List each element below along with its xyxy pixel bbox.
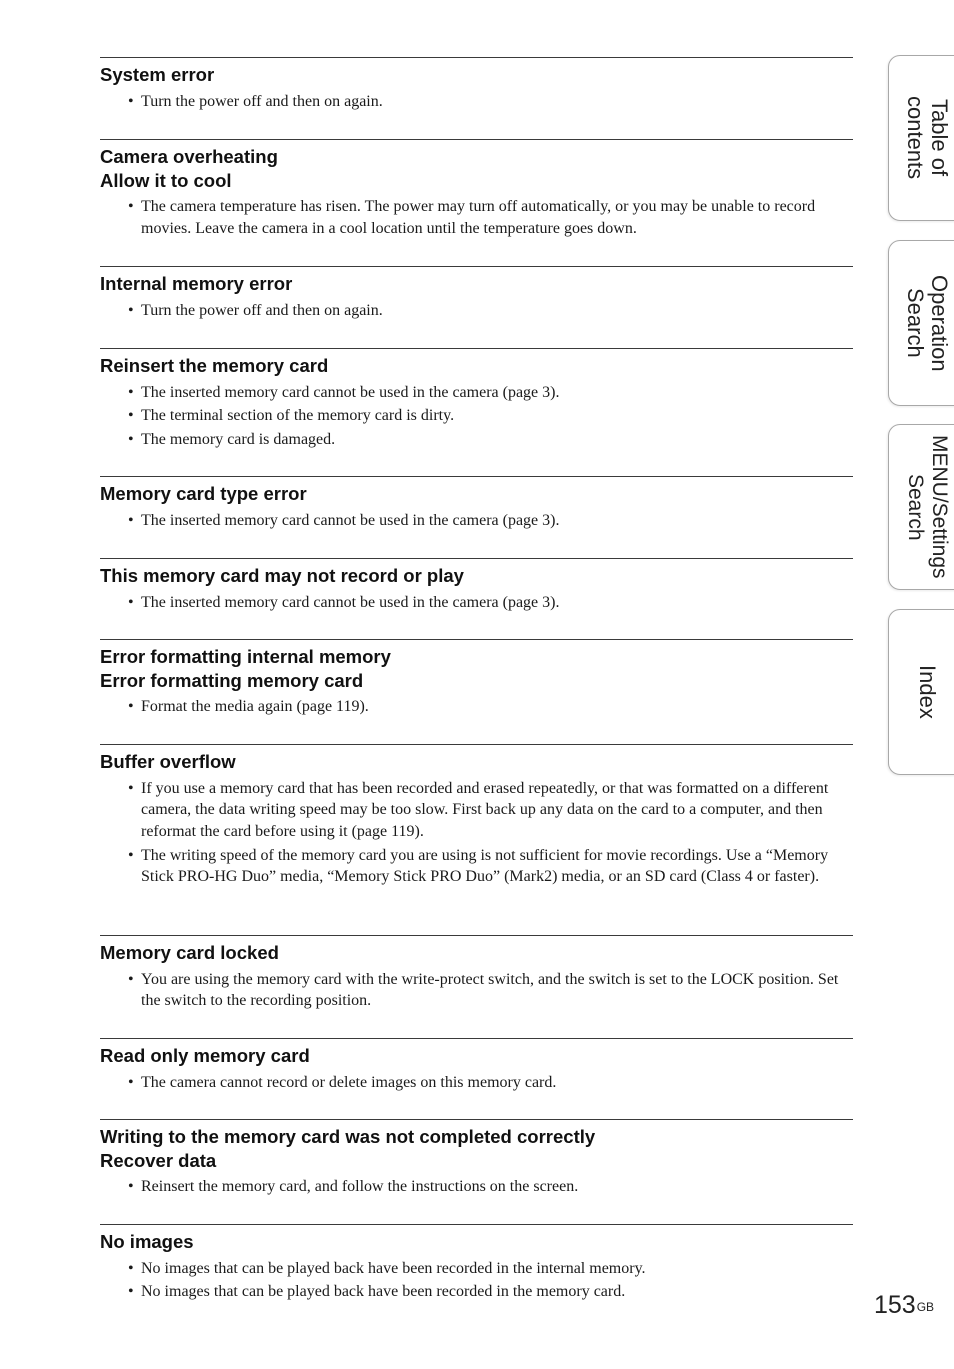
section-internal-memory-error [100, 266, 853, 348]
bullet-list [100, 1258, 853, 1303]
tab-menu-settings-search[interactable] [888, 424, 954, 590]
list-item: • The inserted memory card cannot be used in the camera (page 3). [128, 383, 560, 401]
bullet-list [100, 91, 853, 113]
section-buffer-overflow [100, 744, 853, 935]
list-item: • The terminal section of the memory card is dirty. [128, 407, 455, 425]
list-item: • No images that can be played back have been recorded in the internal memory. [128, 1259, 646, 1277]
tab-label: Table of contents [903, 96, 952, 180]
section-memory-card-locked [100, 935, 853, 1038]
list-item: • The inserted memory card cannot be used in the camera (page 3). [128, 593, 560, 611]
bullet-list [100, 196, 853, 239]
section-system-error [100, 57, 853, 139]
bullet-list [100, 592, 853, 614]
section-title: Allow it to cool [100, 169, 232, 191]
section-title: This memory card may not record or play [100, 565, 464, 586]
list-item: • Turn the power off and then on again. [128, 92, 383, 110]
section-title: Error formatting internal memory [100, 646, 391, 667]
bullet-list [100, 778, 853, 889]
section-title: Internal memory error [100, 273, 293, 294]
list-item: • If you use a memory card that has been recorded and erased repeatedly, or that was formatted on a different camera, the data writing speed may be too slow. First back up any data on the card to a computer, and then reformat the card before using it (page 119). [128, 779, 829, 840]
section-title: Memory card locked [100, 942, 279, 963]
tab-label: MENU/Settings Search [904, 435, 951, 579]
list-item: • Reinsert the memory card, and follow the instructions on the screen. [128, 1178, 579, 1195]
section-title: Reinsert the memory card [100, 355, 329, 376]
bullet-list [100, 1176, 853, 1198]
bullet-list [100, 969, 853, 1012]
bullet-list [100, 696, 853, 718]
list-item: • Format the media again (page 119). [128, 698, 369, 715]
section-writing-not-completed [100, 1119, 853, 1224]
tab-table-of-contents[interactable] [888, 55, 954, 221]
section-title: Memory card type error [100, 483, 307, 504]
page-number [874, 1290, 934, 1320]
section-title: Recover data [100, 1149, 217, 1171]
tab-index[interactable] [888, 609, 954, 775]
section-title: No images [100, 1231, 194, 1252]
section-no-images [100, 1224, 853, 1320]
section-camera-overheating [100, 139, 853, 266]
section-title: Camera overheating [100, 146, 278, 167]
section-title: Buffer overflow [100, 751, 236, 772]
list-item: • The memory card is damaged. [128, 430, 336, 448]
bullet-list [100, 1072, 853, 1094]
tab-operation-search[interactable] [888, 240, 954, 406]
page-number-value: 153 [874, 1291, 916, 1319]
section-read-only [100, 1038, 853, 1119]
page-number-suffix: GB [916, 1300, 935, 1314]
list-item: • No images that can be played back have been recorded in the memory card. [128, 1283, 626, 1301]
section-reinsert-memory-card [100, 348, 853, 476]
bullet-list [100, 300, 853, 322]
list-item: • The writing speed of the memory card you are using is not sufficient for movie recordings. Use a “Memory Stick PRO-HG Duo” media, “Memory Stick PRO Duo” (Mark2) media, or an SD card (Class 4 or faster). [128, 846, 829, 886]
list-item: • The camera cannot record or delete images on this memory card. [128, 1073, 557, 1091]
section-title: System error [100, 64, 215, 85]
document-body [100, 57, 853, 1320]
bullet-list [100, 510, 853, 532]
list-item: • The inserted memory card cannot be used in the camera (page 3). [128, 511, 560, 529]
list-item: • The camera temperature has risen. The power may turn off automatically, or you may be unable to record movies. Leave the camera in a cool location until the temperature goes down. [128, 198, 816, 237]
section-title: Error formatting memory card [100, 669, 364, 691]
list-item: • Turn the power off and then on again. [128, 301, 383, 319]
bullet-list [100, 382, 853, 451]
section-title: Writing to the memory card was not completed correctly [100, 1126, 596, 1147]
tab-label: Index [915, 665, 940, 719]
section-title: Read only memory card [100, 1045, 310, 1066]
section-may-not-record [100, 558, 853, 639]
list-item: • You are using the memory card with the write-protect switch, and the switch is set to the LOCK position. Set the switch to the recording position. [128, 970, 839, 1010]
section-error-formatting [100, 639, 853, 744]
section-memory-card-type-error [100, 476, 853, 558]
tab-label: Operation Search [903, 274, 952, 372]
